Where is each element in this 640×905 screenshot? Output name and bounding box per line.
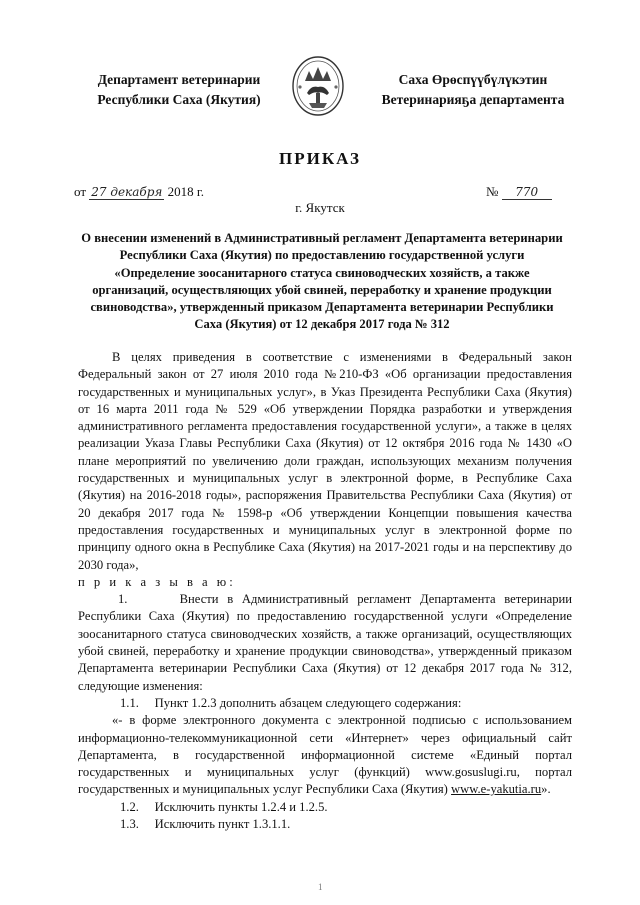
item-1-1: 1.1. Пункт 1.2.3 дополнить абзацем следующего содержания: bbox=[120, 695, 462, 710]
department-name-sah bbox=[378, 70, 568, 110]
department-name-sah-line2: Ветеринарияҕа департамента bbox=[381, 92, 565, 107]
date-prefix: от bbox=[74, 184, 87, 199]
city: г. Якутск bbox=[295, 200, 345, 215]
order-body bbox=[78, 349, 572, 833]
quote-text: «- в форме электронного документа с электронной подписью с использованием информационно-телекоммуникационной сети «Интернет» через официальный сайт Департамента, в государственной информационной системе «Единый портал государственных и муниципальных услуг (функций) www.gosuslugi.ru, портал государственных и муниципальных услуг Республики Саха (Якутия) bbox=[78, 713, 572, 797]
date-year: 2018 г. bbox=[167, 184, 204, 199]
order-subject: О внесении изменений в Административный регламент Департамента ветеринарии Республики Саха (Якутия) по предоставлению государственной услуги «Определение зоосанитарного статуса свиноводческих хозяйств, а также организаций, осуществляющих убой свиней, переработку и хранение продукции свиноводства», утвержденный приказом Департамента ветеринарии Республики Саха (Якутия) от 12 декабря 2017 года № 312 bbox=[81, 231, 563, 332]
number-prefix: № bbox=[486, 184, 499, 199]
department-name-ru-line2: Республики Саха (Якутия) bbox=[97, 92, 261, 107]
department-name-ru bbox=[84, 70, 274, 110]
handwritten-number: 770 bbox=[502, 185, 552, 200]
quote-end: ». bbox=[541, 782, 551, 797]
portal-link[interactable]: www.e-yakutia.ru bbox=[451, 782, 542, 797]
prikazyvayu-line: п р и к а з ы в а ю: bbox=[78, 574, 236, 589]
department-name-sah-line1: Саха Өрөспүүбүлүкэтин bbox=[398, 72, 548, 87]
page-number: 1 bbox=[318, 882, 323, 892]
order-number bbox=[486, 184, 552, 200]
quoted-amendment bbox=[78, 712, 572, 798]
document-title: ПРИКАЗ bbox=[279, 149, 361, 168]
coat-of-arms-icon bbox=[291, 55, 345, 117]
item-1-3: 1.3. Исключить пункт 1.3.1.1. bbox=[120, 817, 291, 832]
preamble-paragraph: В целях приведения в соответствие с изменениями в Федеральный закон Федеральный закон от 27 июля 2010 года №210-ФЗ «Об организации предоставления государственных и муниципальных услуг», в Указ Президента Республики Саха (Якутия) от 16 марта 2011 года № 529 «Об утверждении Порядка разработки и утверждения административного регламента предоставления государственной услуги», а также в целях реализации Указа Главы Республики Саха (Якутия) от 12 октября 2016 года № 1430 «О плане мероприятий по увеличению доли граждан, использующих механизм получения государственных и муниципальных услуг в электронной форме, в Республике Саха (Якутия) на 2016-2018 годы», распоряжения Правительства Республики Саха (Якутия) от 20 декабря 2017 года № 1598-р «Об утверждении Концепции повышения качества предоставления государственных и муниципальных услуг в электронной форме по принципу одного окна в Республике Саха (Якутия) на 2017-2021 годы и на перспективу до 2030 года», bbox=[78, 350, 572, 572]
handwritten-date: 27 декабря bbox=[91, 185, 163, 199]
item-1-2: 1.2. Исключить пункты 1.2.4 и 1.2.5. bbox=[120, 799, 328, 814]
item-1: 1. Внести в Административный регламент Департамента ветеринарии Республики Саха (Якутия) по предоставлению государственной услуги «Определение зоосанитарного статуса свиноводческих хозяйств, а также организаций, осуществляющих убой свиней, переработку и хранение продукции свиноводства», утвержденный приказом Департамента ветеринарии Республики Саха (Якутия) от 12 декабря 2017 года № 312, следующие изменения: bbox=[78, 592, 572, 693]
department-name-ru-line1: Департамент ветеринарии bbox=[97, 72, 261, 87]
order-date bbox=[74, 184, 204, 200]
